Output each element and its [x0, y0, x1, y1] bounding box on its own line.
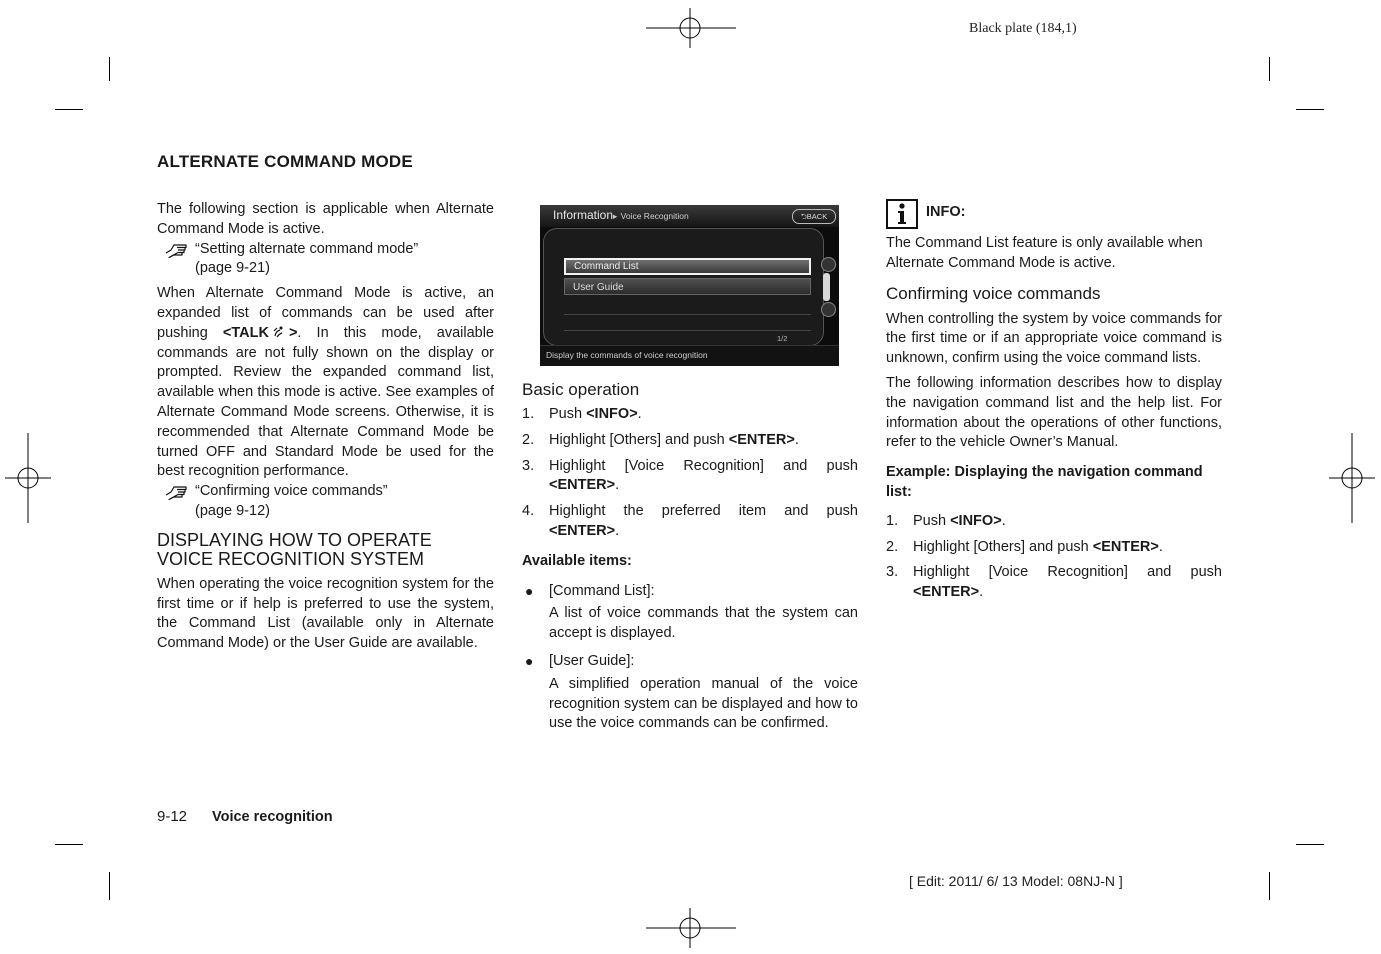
screen-empty-row [564, 330, 811, 331]
list-item: ● [User Guide]: A simplified operation manual of the voice recognition system can be displayed and how to use the voice commands can be confirmed. [525, 652, 858, 732]
cross-reference-2-page: (page 9-12) [195, 502, 270, 519]
back-label: BACK [806, 212, 828, 221]
example-heading: Example: Displaying the navigation command list: [886, 464, 1203, 500]
column-2 [522, 380, 858, 734]
confirming-heading: Confirming voice commands [886, 283, 1101, 303]
list-item: ● [Command List]: A list of voice commands that the system can accept is displayed. [525, 582, 858, 642]
page-number: 9-12 [157, 808, 188, 825]
section-heading: DISPLAYING HOW TO OPERATE VOICE RECOGNITION SYSTEM [157, 529, 432, 569]
intro-paragraph: The following section is applicable when Alternate Command Mode is active. [157, 201, 494, 237]
registration-mark-bottom [646, 908, 736, 948]
screen-status-bar [540, 345, 839, 366]
scroll-down-icon[interactable] [821, 302, 836, 317]
pointing-hand-icon [165, 241, 189, 259]
list-item: 3. Highlight [Voice Recognition] and push <ENTER>. [886, 564, 1222, 601]
list-item: 2. Highlight [Others] and push <ENTER>. [886, 538, 1163, 555]
list-item: 3. Highlight [Voice Recognition] and push <ENTER>. [522, 457, 858, 494]
bullet-icon: ● [525, 652, 534, 669]
cross-reference-1-page: (page 9-21) [195, 260, 270, 277]
following-body: The following information describes how to display the navigation command list and the help list. For information about the operations of other functions, refer to the vehicle Owner’s Manual. [886, 374, 1222, 451]
screen-empty-row [564, 314, 811, 315]
column-1 [157, 200, 494, 654]
registration-mark-right [1329, 433, 1375, 523]
registration-mark-top [646, 8, 736, 48]
basic-operation-heading: Basic operation [522, 380, 640, 399]
screen-title-arrow: ▸ [613, 211, 618, 221]
screen-status-text: Display the commands of voice recognition [546, 350, 708, 360]
screen-item-command-list[interactable]: Command List [564, 258, 811, 275]
basic-operation-steps [522, 405, 858, 542]
registration-mark-left [5, 433, 51, 523]
available-items-heading: Available items: [522, 552, 632, 569]
pointing-hand-icon [165, 483, 189, 501]
available-items-list [522, 582, 858, 735]
talk-voice-icon [272, 325, 286, 339]
scroll-up-icon[interactable] [821, 257, 836, 272]
screen-header [540, 205, 839, 227]
voice-recognition-screen [540, 205, 839, 366]
back-button[interactable] [792, 209, 836, 224]
info-text: The Command List feature is only available when Alternate Command Mode is active. [886, 235, 1203, 271]
section-body: When operating the voice recognition system for the first time or if help is preferred to use the system, the Command List (available only in Alternate Command Mode) or the User Guide are available. [157, 575, 494, 652]
bullet-icon: ● [525, 582, 534, 599]
confirming-body: When controlling the system by voice commands for the first time or if an appropriate voice command is unknown, confirm using the voice command lists. [886, 310, 1222, 367]
cross-reference-2-title: “Confirming voice commands” [195, 483, 388, 500]
example-steps [886, 512, 1222, 603]
scrollbar-thumb[interactable] [823, 273, 830, 301]
screen-subtitle: Voice Recognition [620, 211, 689, 221]
page-heading: ALTERNATE COMMAND MODE [157, 152, 413, 171]
info-label: INFO: [926, 204, 966, 220]
info-icon [886, 199, 918, 229]
list-item: 1. Push <INFO>. [522, 406, 642, 422]
edit-info: [ Edit: 2011/ 6/ 13 Model: 08NJ-N ] [909, 873, 1123, 889]
column-3 [886, 234, 1222, 603]
back-arrow-icon: ⮌ [800, 212, 807, 221]
cross-reference-2 [157, 482, 494, 522]
screen-page-indicator: 1/2 [777, 334, 788, 343]
plate-label: Black plate (184,1) [969, 21, 1077, 36]
screen-item-user-guide[interactable]: User Guide [564, 278, 811, 295]
list-item: 1. Push <INFO>. [886, 512, 1006, 529]
cross-reference-1 [157, 240, 494, 280]
cross-reference-1-title: “Setting alternate command mode” [195, 240, 419, 257]
alternate-mode-paragraph: When Alternate Command Mode is active, an expanded list of commands can be used after pushing <TALK >. In this mode, available commands are not fully shown on the display or prompted. Review the expanded command list, available when this mode is active. See examples of Alternate Command Mode screens. Otherwise, it is recommended that Alternate Command Mode be turned OFF and Standard Mode be used for the best recognition performance. [157, 285, 494, 480]
list-item: 2. Highlight [Others] and push <ENTER>. [522, 431, 799, 448]
footer-section-title: Voice recognition [212, 809, 333, 825]
list-item: 4. Highlight the preferred item and push <ENTER>. [522, 503, 858, 539]
screen-title: Information [553, 208, 614, 222]
